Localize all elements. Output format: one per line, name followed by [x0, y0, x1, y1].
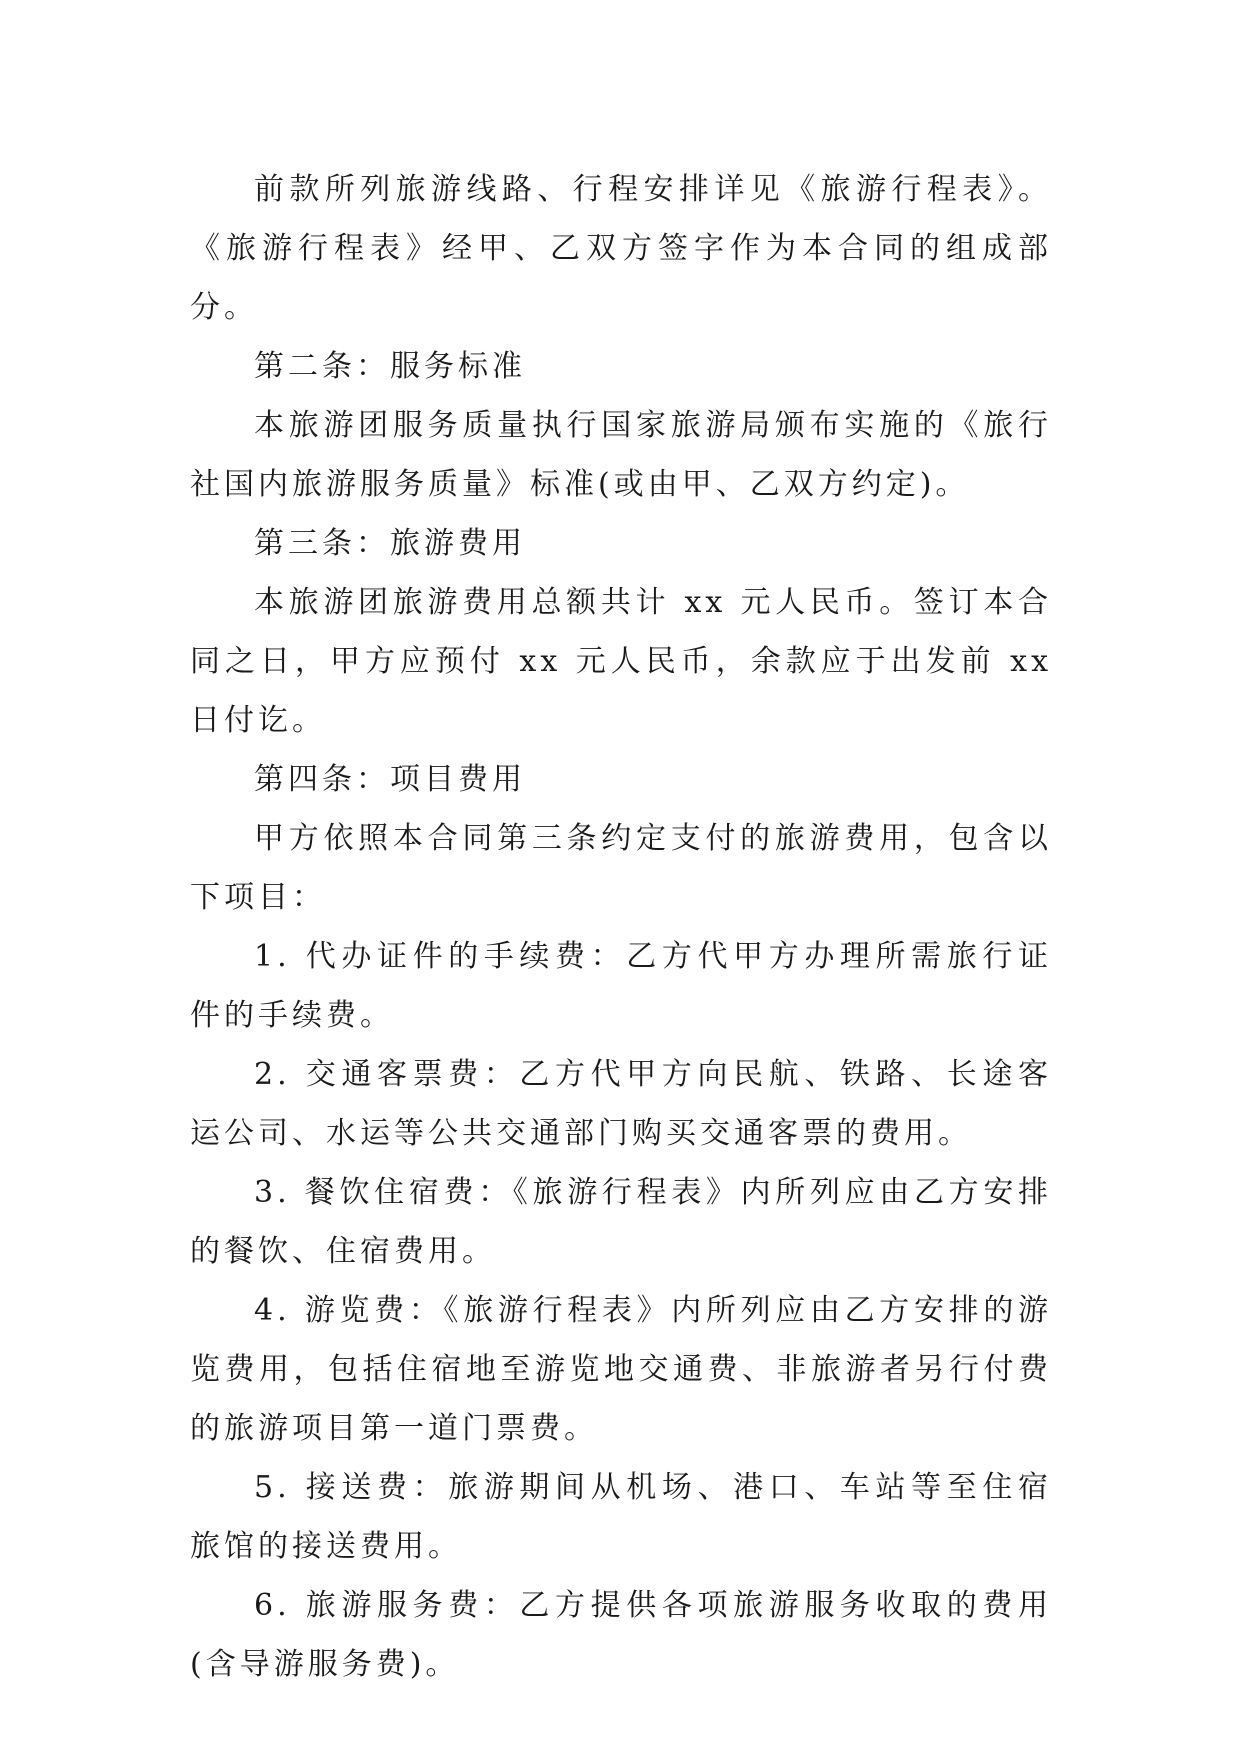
- paragraph-cost-items: 甲方依照本合同第三条约定支付的旅游费用，包含以下项目：: [190, 821, 1052, 915]
- heading-article-2: 第二条：服务标准: [254, 349, 526, 384]
- list-item-5: 5. 接送费：旅游期间从机场、港口、车站等至住宿旅馆的接送费用。: [190, 1470, 1052, 1564]
- list-item-4: 4. 游览费：《旅游行程表》内所列应由乙方安排的游览费用，包括住宿地至游览地交通费、非旅游者另行付费的旅游项目第一道门票费。: [190, 1293, 1052, 1446]
- list-item-6: 6. 旅游服务费：乙方提供各项旅游服务收取的费用(含导游服务费)。: [190, 1588, 1052, 1682]
- list-item-1: 1. 代办证件的手续费：乙方代甲方办理所需旅行证件的手续费。: [190, 939, 1052, 1033]
- heading-article-4: 第四条：项目费用: [254, 762, 526, 797]
- paragraph-travel-cost: 本旅游团旅游费用总额共计 xx 元人民币。签订本合同之日，甲方应预付 xx 元人民币，余款应于出发前 xx 日付讫。: [190, 585, 1052, 738]
- list-item-2: 2. 交通客票费：乙方代甲方向民航、铁路、长途客运公司、水运等公共交通部门购买交通客票的费用。: [190, 1057, 1052, 1151]
- paragraph-itinerary: 前款所列旅游线路、行程安排详见《旅游行程表》。《旅游行程表》经甲、乙双方签字作为本合同的组成部分。: [190, 172, 1052, 325]
- heading-article-3: 第三条：旅游费用: [254, 526, 526, 561]
- list-item-3: 3. 餐饮住宿费：《旅游行程表》内所列应由乙方安排的餐饮、住宿费用。: [190, 1175, 1052, 1269]
- paragraph-service-standard: 本旅游团服务质量执行国家旅游局颁布实施的《旅行社国内旅游服务质量》标准(或由甲、乙双方约定)。: [190, 408, 1052, 502]
- document-body: [190, 160, 1052, 1694]
